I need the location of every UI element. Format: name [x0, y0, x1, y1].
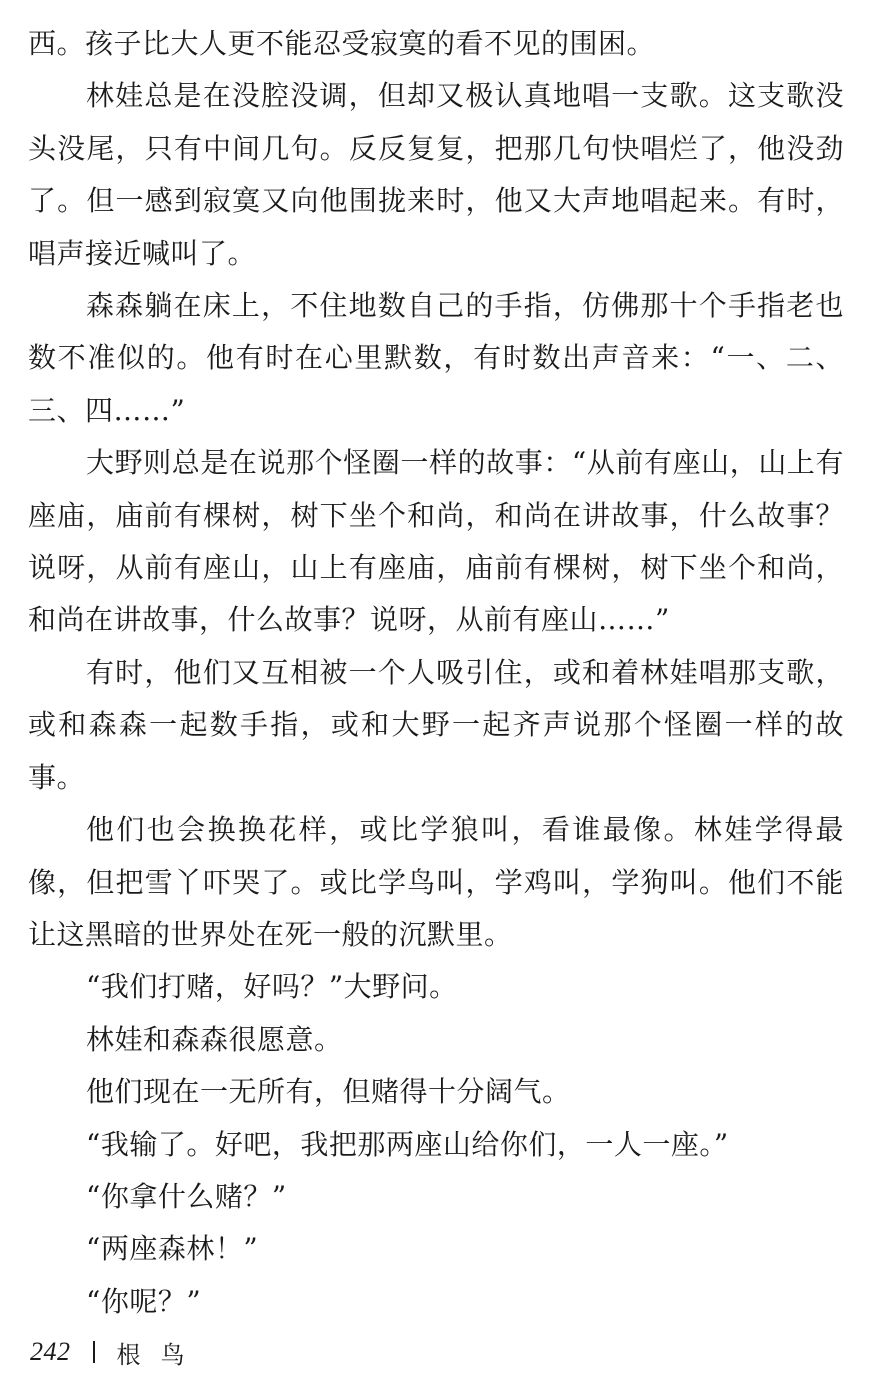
- page-footer: [30, 1332, 205, 1372]
- paragraph-10: “我输了。好吧，我把那两座山给你们，一人一座。”: [86, 1127, 729, 1161]
- paragraph-11: “你拿什么赌？”: [86, 1179, 287, 1213]
- paragraph-12: “两座森林！”: [86, 1232, 259, 1266]
- paragraph-7: “我们打赌，好吗？”大野问。: [86, 970, 458, 1004]
- paragraph-2: 林娃总是在没腔没调，但却又极认真地唱一支歌。这支歌没头没尾，只有中间几句。反反复复，把那几句快唱烂了，他没劲了。但一感到寂寞又向他围拢来时，他又大声地唱起来。有时，唱声接近喊叫了。: [28, 79, 844, 270]
- paragraph-6: 他们也会换换花样，或比学狼叫，看谁最像。林娃学得最像，但把雪丫吓哭了。或比学鸟叫，学鸡叫，学狗叫。他们不能让这黑暗的世界处在死一般的沉默里。: [28, 813, 844, 951]
- paragraph-1: 西。孩子比大人更不能忍受寂寞的看不见的围困。: [28, 27, 656, 60]
- page-number: 242: [30, 1337, 71, 1366]
- page-body-text: [28, 18, 844, 1328]
- paragraph-3: 森森躺在床上，不住地数自己的手指，仿佛那十个手指老也数不准似的。他有时在心里默数，有时数出声音来：“一、二、三、四……”: [28, 289, 844, 427]
- paragraph-4: 大野则总是在说那个怪圈一样的故事：“从前有座山，山上有座庙，庙前有棵树，树下坐个和尚，和尚在讲故事，什么故事？说呀，从前有座山，山上有座庙，庙前有棵树，树下坐个和尚，和尚在讲故事，什么故事？说呀，从前有座山……”: [28, 446, 844, 637]
- paragraph-8: 林娃和森森很愿意。: [86, 1022, 343, 1056]
- paragraph-5: 有时，他们又互相被一个人吸引住，或和着林娃唱那支歌，或和森森一起数手指，或和大野一起齐声说那个怪圈一样的故事。: [28, 655, 844, 794]
- book-title: 根鸟: [116, 1340, 205, 1369]
- paragraph-13: “你呢？”: [86, 1284, 202, 1318]
- footer-divider: [93, 1341, 95, 1363]
- paragraph-9: 他们现在一无所有，但赌得十分阔气。: [86, 1075, 571, 1109]
